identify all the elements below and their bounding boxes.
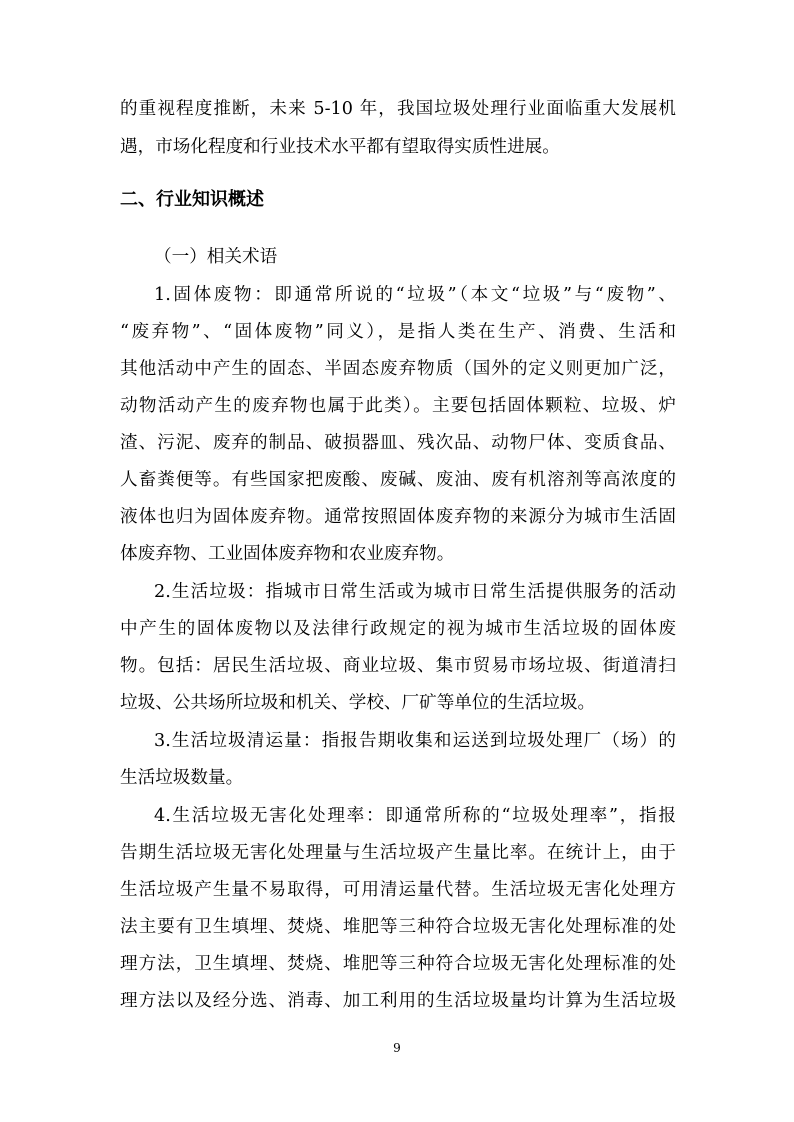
term1-line-1: 1.固体废物：即通常所说的“垃圾”（本文“垃圾”与“废物”、 — [154, 285, 676, 305]
term4-line-2: 告期生活垃圾无害化处理量与生活垃圾产生量比率。在统计上，由于 — [120, 843, 676, 863]
term3-line-2: 生活垃圾数量。 — [120, 768, 244, 788]
term2-line-2: 中产生的固体废物以及法律行政规定的视为城市生活垃圾的固体废 — [120, 619, 676, 639]
term1-line-2: “废弃物”、“固体废物”同义），是指人类在生产、消费、生活和 — [120, 322, 676, 342]
term2-line-3: 物。包括：居民生活垃圾、商业垃圾、集市贸易市场垃圾、街道清扫 — [120, 656, 676, 676]
term1-line-4: 动物活动产生的废弃物也属于此类）。主要包括固体颗粒、垃圾、炉 — [120, 396, 676, 416]
term1-line-5: 渣、污泥、废弃的制品、破损器皿、残次品、动物尸体、变质食品、 — [120, 433, 676, 453]
term2-line-1: 2.生活垃圾：指城市日常生活或为城市日常生活提供服务的活动 — [154, 582, 676, 602]
term2-line-4: 垃圾、公共场所垃圾和机关、学校、厂矿等单位的生活垃圾。 — [120, 693, 596, 713]
term4-line-3: 生活垃圾产生量不易取得，可用清运量代替。生活垃圾无害化处理方 — [120, 880, 676, 900]
term1-line-7: 液体也归为固体废弃物。通常按照固体废弃物的来源分为城市生活固 — [120, 507, 676, 527]
subsection-heading: （一）相关术语 — [154, 247, 278, 267]
term4-line-4: 法主要有卫生填埋、焚烧、堆肥等三种符合垃圾无害化处理标准的处 — [120, 917, 676, 937]
page-number: 9 — [393, 1041, 401, 1055]
intro-line-1: 的重视程度推断，未来 5-10 年，我国垃圾处理行业面临重大发展机 — [120, 99, 676, 119]
term4-line-1: 4.生活垃圾无害化处理率：即通常所称的“垃圾处理率”，指报 — [154, 806, 676, 826]
term1-line-8: 体废弃物、工业固体废弃物和农业废弃物。 — [120, 544, 455, 564]
term4-line-5: 理方法，卫生填埋、焚烧、堆肥等三种符合垃圾无害化处理标准的处 — [120, 954, 676, 974]
section-heading: 二、行业知识概述 — [120, 189, 264, 210]
intro-line-2: 遇，市场化程度和行业技术水平都有望取得实质性进展。 — [120, 137, 560, 157]
term4-line-6: 理方法以及经分选、消毒、加工利用的生活垃圾量均计算为生活垃圾 — [120, 991, 676, 1011]
term3-line-1: 3.生活垃圾清运量：指报告期收集和运送到垃圾处理厂（场）的 — [154, 731, 676, 751]
term1-line-6: 人畜粪便等。有些国家把废酸、废碱、废油、废有机溶剂等高浓度的 — [120, 470, 676, 490]
term1-line-3: 其他活动中产生的固态、半固态废弃物质（国外的定义则更加广泛， — [120, 359, 676, 379]
